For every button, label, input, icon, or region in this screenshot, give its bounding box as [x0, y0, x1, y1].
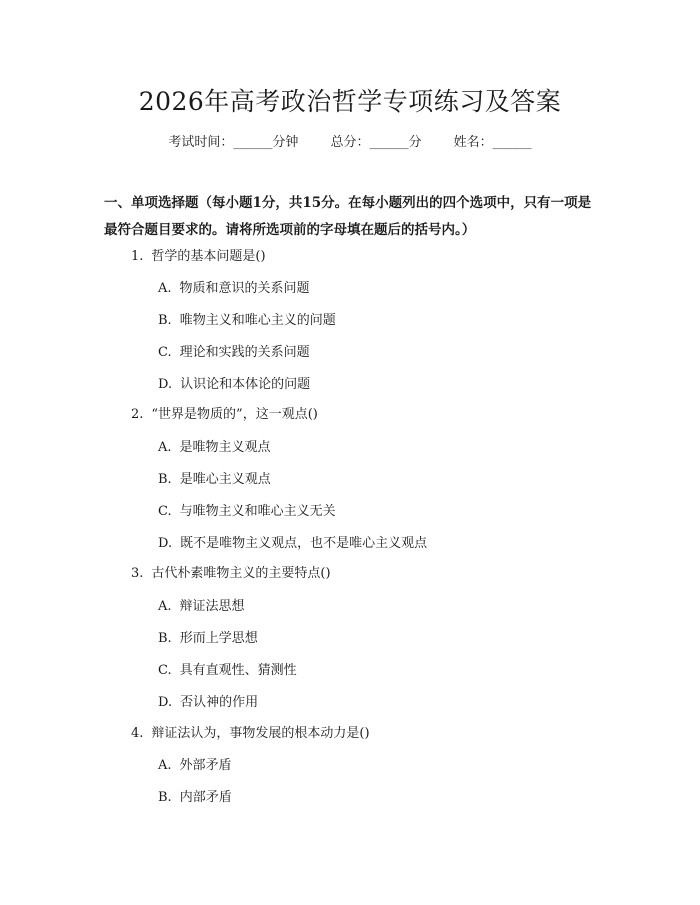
option-letter: C. — [158, 663, 172, 678]
option-letter: A. — [158, 758, 172, 773]
question-1 — [131, 245, 266, 264]
option-text: 辩证法思想 — [179, 599, 245, 614]
question-1-option-c — [158, 341, 310, 360]
question-1-option-a — [158, 277, 310, 296]
student-name-field: 姓名：______ — [453, 135, 532, 150]
exam-time-field: 考试时间：______分钟 — [168, 135, 299, 150]
option-text: 是唯心主义观点 — [179, 472, 271, 487]
question-text: “世界是物质的”，这一观点() — [151, 407, 318, 422]
option-letter: C. — [158, 504, 172, 519]
option-text: 既不是唯物主义观点，也不是唯心主义观点 — [180, 536, 428, 551]
option-letter: D. — [158, 695, 173, 710]
option-letter: D. — [158, 377, 173, 392]
option-letter: B. — [158, 631, 172, 646]
question-3-option-a — [158, 595, 245, 614]
question-3-option-d — [158, 691, 258, 710]
question-2-option-c — [158, 500, 336, 519]
section-heading: 一、单项选择题（每小题1分，共15分。在每小题列出的四个选项中，只有一项是最符合题目要求的。请将所选项前的字母填在题后的括号内。） — [104, 195, 592, 238]
document-title: 2026年高考政治哲学专项练习及答案 — [138, 87, 562, 116]
option-letter: A. — [158, 440, 172, 455]
option-text: 形而上学思想 — [179, 631, 258, 646]
question-text: 古代朴素唯物主义的主要特点() — [151, 566, 331, 581]
option-text: 唯物主义和唯心主义的问题 — [179, 313, 336, 328]
question-4 — [131, 722, 370, 741]
question-4-option-b — [158, 786, 232, 805]
question-2 — [131, 403, 318, 422]
option-letter: B. — [158, 313, 172, 328]
total-score-field: 总分：______分 — [330, 135, 422, 150]
question-2-option-b — [158, 468, 271, 487]
question-3-option-c — [158, 659, 297, 678]
option-letter: A. — [158, 599, 172, 614]
question-2-option-d — [158, 532, 427, 551]
question-number: 4. — [131, 726, 144, 741]
question-2-option-a — [158, 436, 271, 455]
question-1-option-d — [158, 373, 310, 392]
option-text: 理论和实践的关系问题 — [179, 345, 310, 360]
exam-info-line — [0, 131, 700, 150]
question-text: 哲学的基本问题是() — [151, 249, 266, 264]
option-letter: D. — [158, 536, 173, 551]
option-text: 具有直观性、猜测性 — [179, 663, 297, 678]
option-letter: B. — [158, 790, 172, 805]
option-letter: A. — [158, 281, 172, 296]
question-4-option-a — [158, 754, 232, 773]
question-number: 2. — [131, 407, 144, 422]
option-text: 是唯物主义观点 — [179, 440, 271, 455]
question-number: 1. — [131, 249, 144, 264]
option-text: 内部矛盾 — [179, 790, 232, 805]
option-text: 否认神的作用 — [180, 695, 259, 710]
question-3 — [131, 562, 331, 581]
question-3-option-b — [158, 627, 258, 646]
option-text: 外部矛盾 — [179, 758, 232, 773]
option-letter: B. — [158, 472, 172, 487]
question-1-option-b — [158, 309, 336, 328]
question-text: 辩证法认为，事物发展的根本动力是() — [151, 726, 370, 741]
option-text: 物质和意识的关系问题 — [179, 281, 310, 296]
option-letter: C. — [158, 345, 172, 360]
option-text: 认识论和本体论的问题 — [180, 377, 311, 392]
option-text: 与唯物主义和唯心主义无关 — [179, 504, 336, 519]
question-number: 3. — [131, 566, 144, 581]
